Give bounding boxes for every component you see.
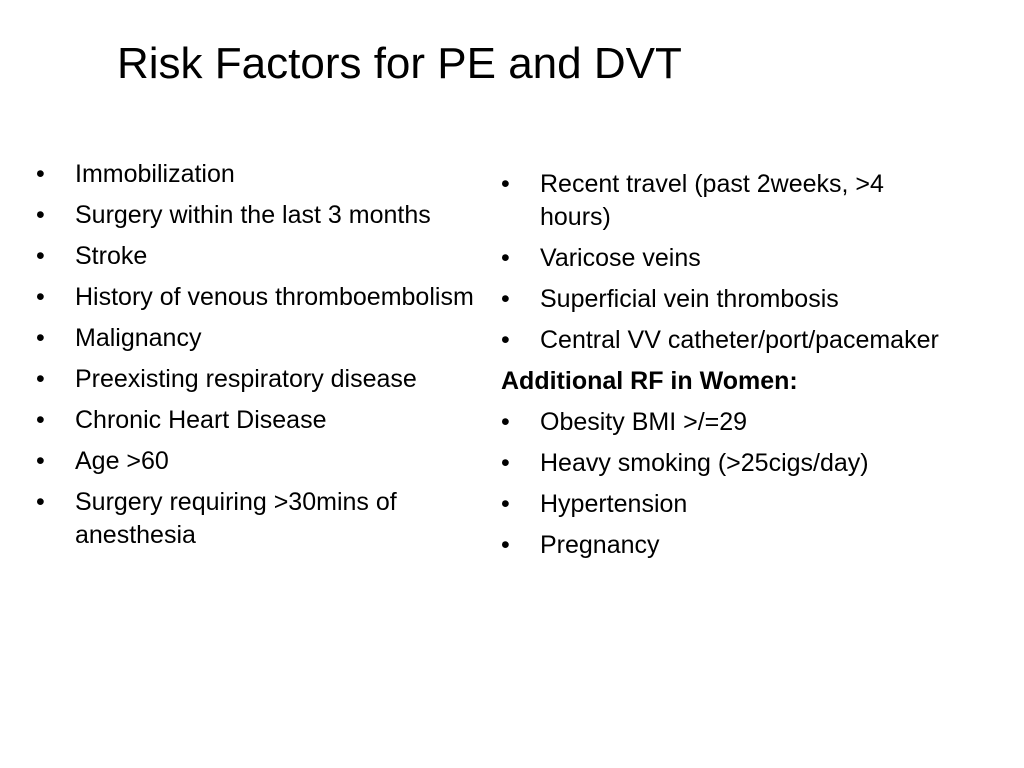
bullet-icon: •	[36, 406, 45, 434]
right-bullet-list	[501, 168, 941, 570]
list-item	[36, 404, 486, 437]
bullet-icon: •	[501, 490, 510, 518]
list-item-text: Malignancy	[75, 324, 202, 352]
bullet-icon: •	[501, 285, 510, 313]
list-item-text: Heavy smoking (>25cigs/day)	[540, 449, 869, 477]
list-item	[501, 488, 941, 521]
list-item-text: Recent travel (past 2weeks, >4 hours)	[540, 170, 884, 231]
list-item	[501, 168, 941, 234]
list-item	[501, 242, 941, 275]
bullet-icon: •	[36, 447, 45, 475]
list-item	[36, 486, 486, 552]
list-item-text: History of venous thromboembolism	[75, 283, 474, 311]
list-item	[501, 447, 941, 480]
left-bullet-list	[36, 158, 486, 560]
bullet-icon: •	[36, 160, 45, 188]
list-item	[501, 324, 941, 357]
bullet-icon: •	[36, 324, 45, 352]
list-item	[36, 322, 486, 355]
bullet-icon: •	[36, 365, 45, 393]
list-item-text: Obesity BMI >/=29	[540, 408, 748, 436]
bullet-icon: •	[501, 326, 510, 354]
bullet-icon: •	[501, 531, 510, 559]
list-item-text: Varicose veins	[540, 244, 701, 272]
bullet-icon: •	[36, 242, 45, 270]
list-item-text: Preexisting respiratory disease	[75, 365, 417, 393]
list-item-text: Immobilization	[75, 160, 235, 188]
list-item-text: Age >60	[75, 447, 169, 475]
women-heading: Additional RF in Women:	[501, 367, 798, 395]
list-item-text: Surgery requiring >30mins of anesthesia	[75, 488, 397, 549]
list-item	[36, 199, 486, 232]
bullet-icon: •	[36, 283, 45, 311]
list-item-text: Central VV catheter/port/pacemaker	[540, 326, 939, 354]
list-item-text: Surgery within the last 3 months	[75, 201, 431, 229]
slide-title: Risk Factors for PE and DVT	[117, 39, 682, 88]
bullet-icon: •	[501, 170, 510, 198]
list-item	[36, 240, 486, 273]
bullet-icon: •	[36, 201, 45, 229]
bullet-icon: •	[36, 488, 45, 516]
bullet-icon: •	[501, 449, 510, 477]
bullet-icon: •	[501, 408, 510, 436]
list-item	[36, 363, 486, 396]
list-item	[501, 283, 941, 316]
list-item	[36, 158, 486, 191]
list-item	[501, 529, 941, 562]
list-item	[36, 281, 486, 314]
list-item-text: Stroke	[75, 242, 148, 270]
bullet-icon: •	[501, 244, 510, 272]
list-item-text: Hypertension	[540, 490, 688, 518]
list-item-text: Superficial vein thrombosis	[540, 285, 839, 313]
list-item	[36, 445, 486, 478]
list-item-text: Pregnancy	[540, 531, 660, 559]
list-item	[501, 406, 941, 439]
list-item-text: Chronic Heart Disease	[75, 406, 327, 434]
